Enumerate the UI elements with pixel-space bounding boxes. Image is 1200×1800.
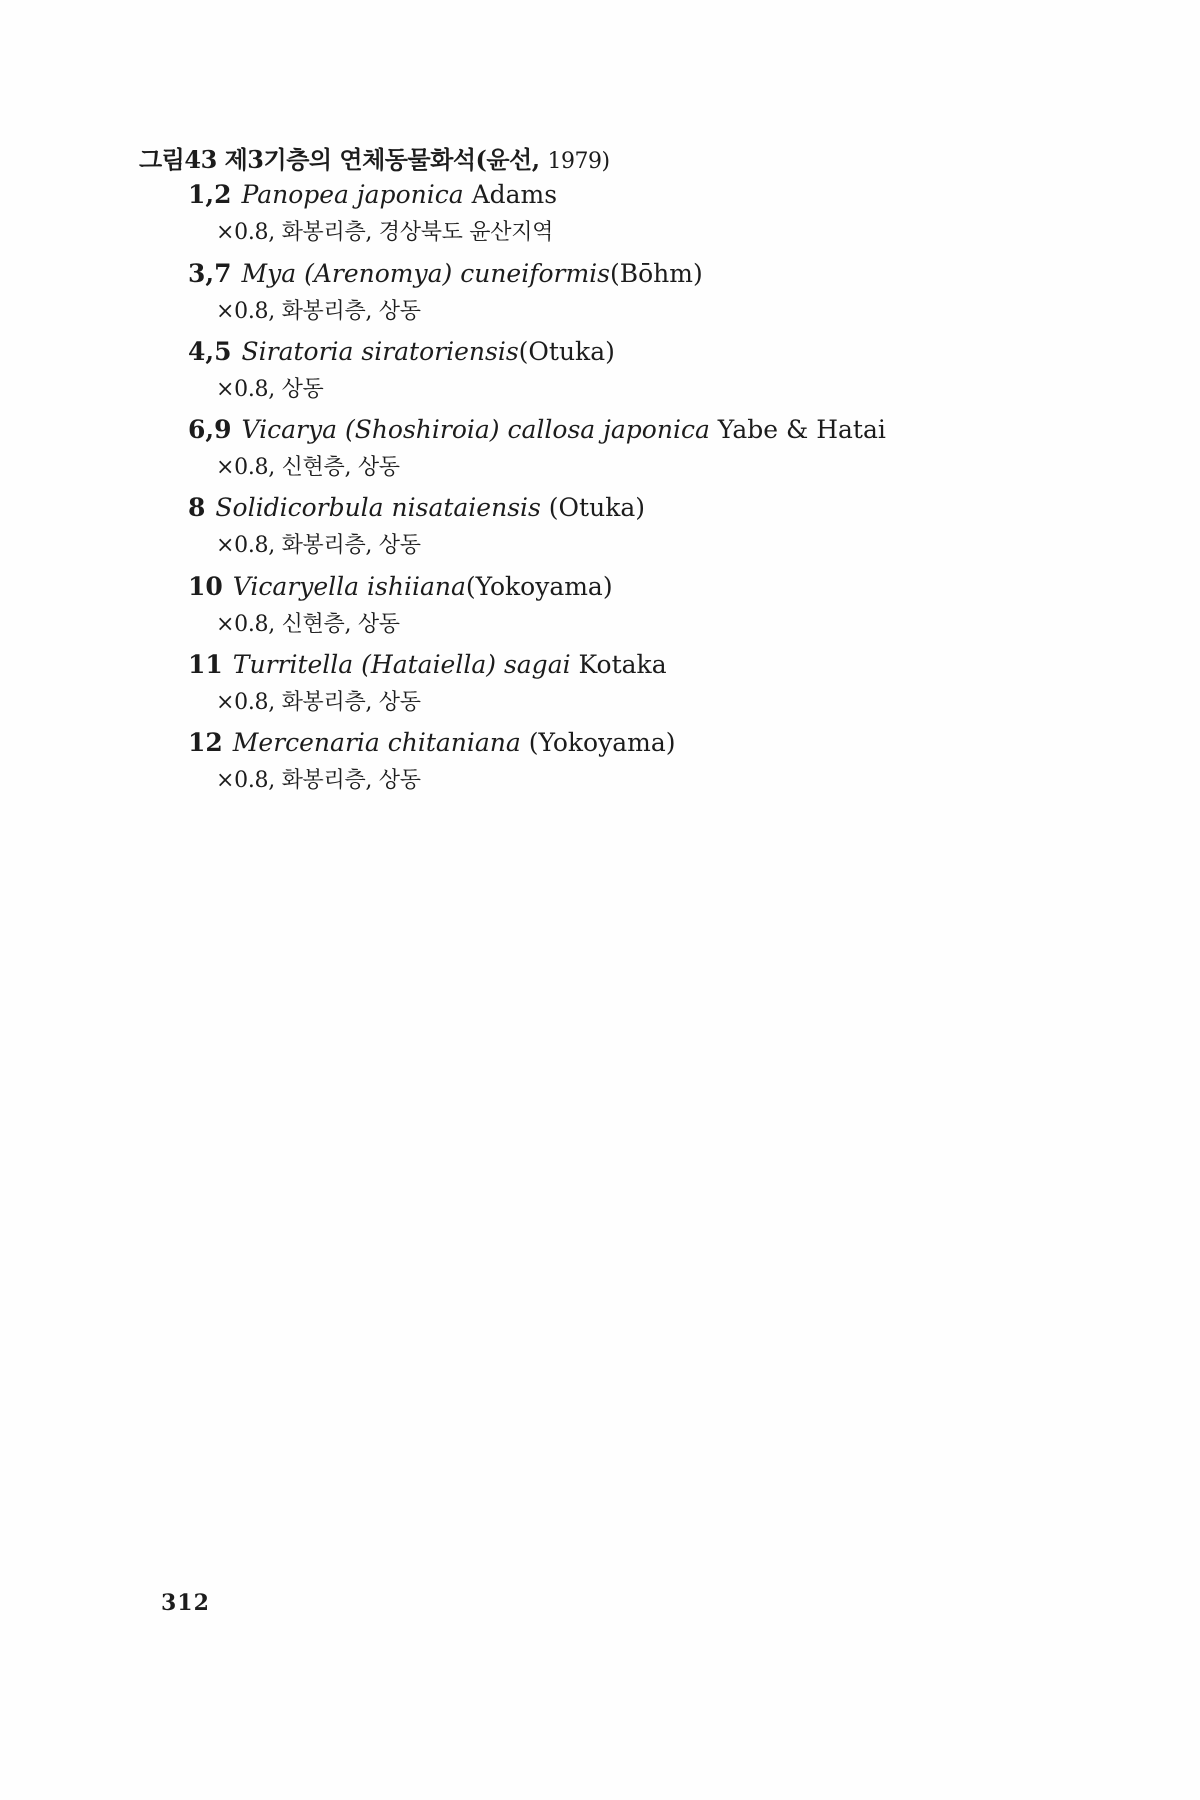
specimen-detail: ×0.8, 상동 bbox=[216, 377, 324, 402]
figure-number: 10 bbox=[188, 572, 223, 601]
specimen-entry bbox=[188, 180, 557, 210]
specimen-entry bbox=[188, 650, 667, 680]
figure-number: 4,5 bbox=[188, 337, 232, 366]
figure-number: 11 bbox=[188, 650, 223, 679]
figure-number: 6,9 bbox=[188, 415, 232, 444]
specimen-detail: ×0.8, 화봉리층, 상동 bbox=[216, 768, 421, 793]
author-name: Adams bbox=[463, 180, 558, 209]
figure-number: 8 bbox=[188, 493, 206, 522]
specimen-entry bbox=[188, 415, 886, 445]
figure-number: 1,2 bbox=[188, 180, 232, 209]
specimen-entry bbox=[188, 572, 613, 602]
specimen-entry bbox=[188, 728, 676, 758]
specimen-entry bbox=[188, 259, 703, 289]
specimen-entry bbox=[188, 493, 645, 523]
author-name: (Otuka) bbox=[540, 493, 646, 522]
figure-caption-title: 그림43 제3기층의 연체동물화석(윤선, bbox=[139, 145, 540, 174]
species-name: Mya (Arenomya) cuneiformis bbox=[241, 259, 610, 288]
specimen-entry bbox=[188, 337, 615, 367]
specimen-detail: ×0.8, 화봉리층, 경상북도 윤산지역 bbox=[216, 220, 554, 245]
species-name: Panopea japonica bbox=[241, 180, 464, 209]
author-name: (Bōhm) bbox=[610, 259, 703, 288]
species-name: Siratoria siratoriensis bbox=[241, 337, 519, 366]
page-number: 312 bbox=[161, 1590, 210, 1616]
species-name: Vicarya (Shoshiroia) callosa japonica bbox=[241, 415, 710, 444]
figure-caption bbox=[139, 145, 610, 177]
species-name: Vicaryella ishiiana bbox=[232, 572, 466, 601]
figure-number: 3,7 bbox=[188, 259, 232, 288]
specimen-detail: ×0.8, 신현층, 상동 bbox=[216, 455, 400, 480]
author-name: Kotaka bbox=[570, 650, 667, 679]
specimen-detail: ×0.8, 신현층, 상동 bbox=[216, 612, 400, 637]
specimen-detail: ×0.8, 화봉리층, 상동 bbox=[216, 533, 421, 558]
species-name: Mercenaria chitaniana bbox=[232, 728, 521, 757]
author-name: (Otuka) bbox=[518, 337, 615, 366]
species-name: Solidicorbula nisataiensis bbox=[215, 493, 541, 522]
specimen-detail: ×0.8, 화봉리층, 상동 bbox=[216, 299, 421, 324]
figure-number: 12 bbox=[188, 728, 223, 757]
specimen-detail: ×0.8, 화봉리층, 상동 bbox=[216, 690, 421, 715]
species-name: Turritella (Hataiella) sagai bbox=[232, 650, 571, 679]
author-name: (Yokoyama) bbox=[520, 728, 676, 757]
author-name: Yabe & Hatai bbox=[709, 415, 886, 444]
figure-caption-year: 1979) bbox=[547, 149, 610, 174]
author-name: (Yokoyama) bbox=[465, 572, 613, 601]
